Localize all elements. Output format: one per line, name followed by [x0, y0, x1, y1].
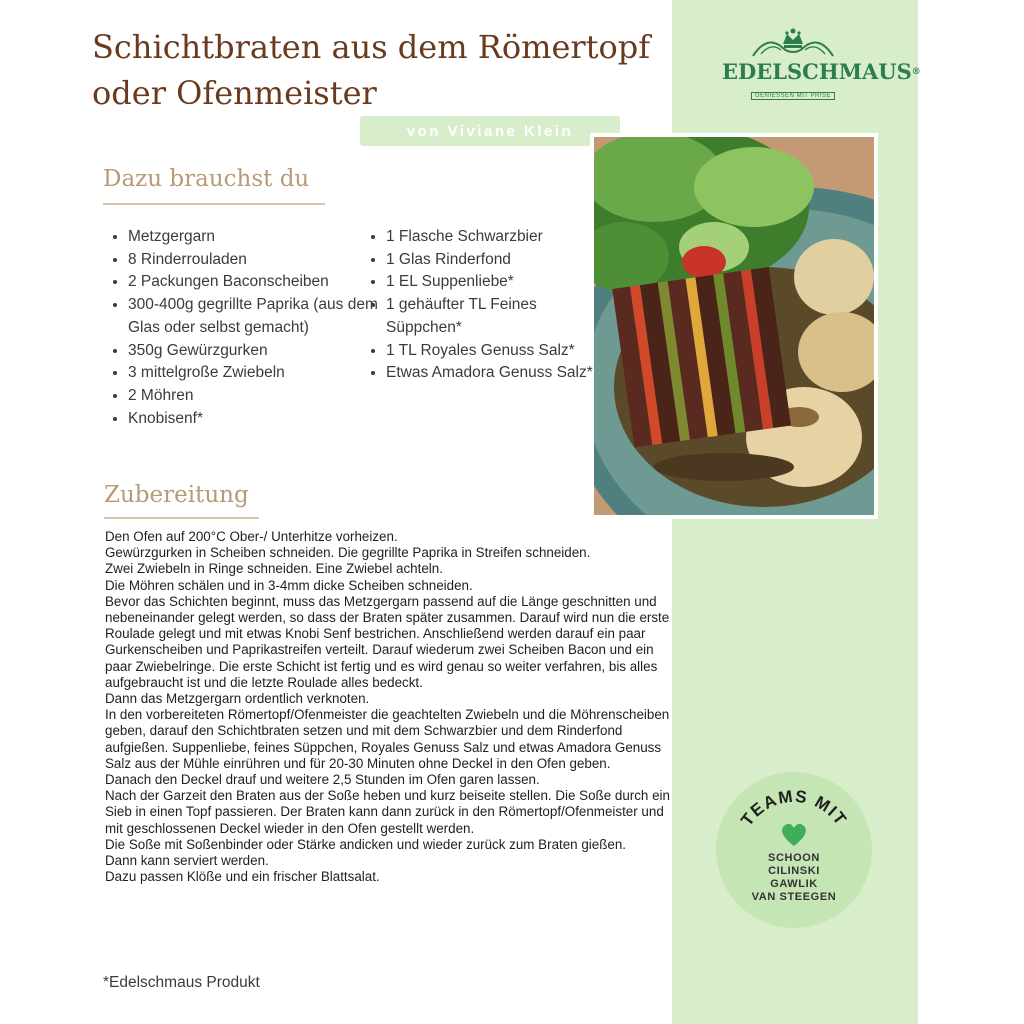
badge-names	[716, 852, 872, 904]
heart-icon	[780, 822, 808, 847]
author-badge	[360, 116, 620, 146]
badge-name: VAN STEEGEN	[751, 891, 837, 903]
list-item: • 2 Packungen Baconscheiben	[128, 271, 378, 294]
badge-name: GAWLIK	[770, 878, 818, 890]
list-item: • 1 Glas Rinderfond	[386, 249, 608, 272]
badge-heading-arc	[716, 772, 872, 928]
list-item: • 350g Gewürzgurken	[128, 340, 378, 363]
preparation-step: Dann kann serviert werden.	[105, 853, 269, 869]
preparation-step: Zwei Zwiebeln in Ringe schneiden. Eine Zwiebel achteln.	[105, 561, 443, 577]
list-item: • 2 Möhren	[128, 385, 378, 408]
dish-photo	[594, 137, 874, 515]
list-item: • Etwas Amadora Genuss Salz*	[386, 362, 608, 385]
list-item: • Metzgergarn	[128, 226, 378, 249]
badge-heading: TEAMS MIT	[737, 786, 851, 830]
crown-icon	[747, 26, 839, 60]
list-item: • 1 EL Suppenliebe*	[386, 271, 608, 294]
list-item: • 300-400g gegrillte Paprika (aus dem Glas oder selbst gemacht)	[128, 294, 378, 339]
list-item: • 8 Rinderrouladen	[128, 249, 378, 272]
author-name: von Viviane Klein	[406, 122, 574, 140]
ingredients-list-right	[362, 226, 608, 385]
list-item: • Knobisenf*	[128, 408, 378, 431]
edelschmaus-logo	[722, 26, 921, 106]
ingredients-list-left	[104, 226, 378, 430]
preparation-step: Dazu passen Klöße und ein frischer Blattsalat.	[105, 869, 380, 885]
list-item: • 1 gehäufter TL Feines Süppchen*	[386, 294, 608, 339]
badge-name: CILINSKI	[768, 865, 820, 877]
preparation-step: Die Soße mit Soßenbinder oder Stärke andicken und wieder zurück zum Braten gießen.	[105, 836, 627, 852]
preparation-step: Gewürzgurken in Scheiben schneiden. Die gegrillte Paprika in Streifen schneiden.	[105, 545, 591, 561]
list-item: • 1 Flasche Schwarzbier	[386, 226, 608, 249]
dish-illustration	[594, 137, 874, 515]
preparation-step: In den vorbereiteten Römertopf/Ofenmeister die geachtelten Zwiebeln und die Möhrenscheiben geben, darauf den Schichtbraten setzen und mit dem Schwarzbier und dem Rinderfond aufgießen. Suppenliebe, feines Süppchen, Royales Genuss Salz und etwas Amadora Genuss Salz aus der Mühle einrühren und für 20-30 Minuten ohne Deckel in den Ofen geben.	[105, 707, 670, 771]
logo-tagline: GENIESSEN MIT PRISE	[751, 92, 835, 100]
ingredients-heading: Dazu brauchst du	[103, 166, 310, 192]
dish-photo-frame	[590, 133, 878, 519]
logo-wordmark: EDELSCHMAUS®	[722, 59, 921, 84]
preparation-heading-underline	[104, 517, 259, 519]
preparation-steps	[105, 529, 675, 885]
preparation-heading: Zubereitung	[104, 482, 249, 508]
preparation-step: Bevor das Schichten beginnt, muss das Metzgergarn passend auf die Länge geschnitten und nebeneinander gelegt werden, so dass der Braten später zusammen. Darauf wird nun die erste Roulade gelegt und mit etwas Knobi Senf bestrichen. Anschließend werden darauf ein paar Gurkenscheiben und Paprikastreifen verteilt. Darauf wiederum zwei Scheiben Bacon und ein paar Zwiebelringe. Die erste Schicht ist fertig und es wird genau so weiter verfahren, bis alles aufgebraucht ist und die letzte Roulade alles bedeckt.	[105, 593, 670, 690]
ingredients-heading-underline	[103, 203, 325, 205]
list-item: • 1 TL Royales Genuss Salz*	[386, 340, 608, 363]
recipe-title-line-1: Schichtbraten aus dem Römertopf	[92, 28, 651, 66]
preparation-step: Den Ofen auf 200°C Ober-/ Unterhitze vorheizen.	[105, 529, 398, 544]
preparation-step: Die Möhren schälen und in 3-4mm dicke Scheiben schneiden.	[105, 577, 473, 593]
preparation-step: Danach den Deckel drauf und weitere 2,5 Stunden im Ofen garen lassen.	[105, 772, 540, 788]
footnote: *Edelschmaus Produkt	[103, 974, 260, 991]
registered-mark: ®	[911, 67, 921, 77]
recipe-title-line-2: oder Ofenmeister	[92, 74, 377, 112]
preparation-step: Nach der Garzeit den Braten aus der Soße heben und kurz beiseite stellen. Die Soße durch ein Sieb in einen Topf passieren. Der Braten kann dann zurück in den Römertopf/Ofenmeister und mit geschlossenen Deckel wieder in den Ofen gestellt werden.	[105, 788, 670, 836]
recipe-title	[92, 24, 692, 116]
list-item: • 3 mittelgroße Zwiebeln	[128, 362, 378, 385]
preparation-step: Dann das Metzgergarn ordentlich verknoten.	[105, 691, 370, 707]
teams-badge	[716, 772, 872, 928]
badge-name: SCHOON	[768, 852, 820, 864]
